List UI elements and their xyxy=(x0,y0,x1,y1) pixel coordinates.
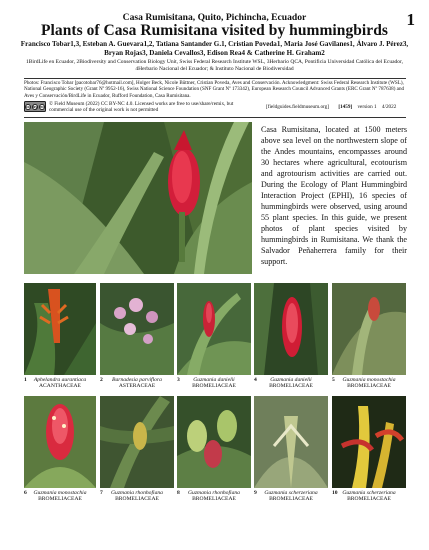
family-name: BROMELIACEAE xyxy=(347,496,391,503)
plate-photo-10 xyxy=(332,396,406,488)
plate-photo-3 xyxy=(177,283,251,375)
family-name: BROMELIACEAE xyxy=(38,496,82,503)
divider-license xyxy=(24,117,406,118)
license-text: © Field Museum (2022) CC BY-NC 4.0. Licensed works are free to use/share/remix, but commercial use of the original work is not permitted xyxy=(49,101,234,114)
guide-site[interactable]: [fieldguides.fieldmuseum.org] xyxy=(266,104,330,110)
plate-image-1 xyxy=(24,283,96,375)
plate-image-2 xyxy=(100,283,174,375)
species-name: Guzmania scherzeriana xyxy=(342,490,396,496)
plate-photo-8 xyxy=(177,396,251,488)
species-name: Guzmania scherzeriana xyxy=(264,490,318,496)
attribution-icon: by xyxy=(33,104,38,109)
plate-caption-3: 3 Guzmania danielii BROMELIACEAE xyxy=(177,377,251,390)
species-name: Guzmania danielii xyxy=(193,377,235,383)
plate-image-7 xyxy=(100,396,174,488)
plate-image-6 xyxy=(24,396,96,488)
plate-image-4 xyxy=(254,283,328,375)
guide-id: [1459] xyxy=(338,104,353,110)
cc-icon: cc xyxy=(26,104,30,109)
guide-meta xyxy=(266,104,406,110)
plate-caption-9: 9 Guzmania scherzeriana BROMELIACEAE xyxy=(254,490,328,503)
species-name: Guzmania danielii xyxy=(270,377,312,383)
plate-image-10 xyxy=(332,396,406,488)
plate-caption-8: 8 Guzmania rhonhofiana BROMELIACEAE xyxy=(177,490,251,503)
plate-photo-9 xyxy=(254,396,328,488)
author-list: Francisco Tobar1,3, Esteban A. Guevara1,2, Tatiana Santander G.1, Cristian Poveda1, Maria José Gavilanes1, Álvaro J. Pérez3, Bryan Rojas3, Daniela Cevallos3, Edison Rea4 & Catherine H. Graham2 xyxy=(20,40,409,58)
family-name: BROMELIACEAE xyxy=(347,383,391,390)
species-name: Aphelandra aurantiaca xyxy=(33,377,87,383)
plate-image-8 xyxy=(177,396,251,488)
main-photo-bromeliad xyxy=(24,122,252,274)
photo-credits: Photos: Francisco Tobar [pacotobar76@hotmail.com], Holger Beck, Nicole Büttner, Cristian Poveda, Aves and Conservación. Acknowledgment: Swiss Federal Research Institute (WSL), National Geographic Society (Grant Nº 9952-16), Swiss National Science Foundation (SNF Grant Nº 173342), European Research Council Advanced Grants (ERC Grant Nº 787638) and Aves y Conservación/BirdLife in Ecuador, Rufford Foundation, Casa Rumisitana. xyxy=(24,80,405,99)
guide-version: version 1 xyxy=(357,104,377,110)
plate-photo-6 xyxy=(24,396,96,488)
family-name: BROMELIACEAE xyxy=(192,383,236,390)
page-number: 1 xyxy=(406,10,415,29)
location-heading: Casa Rumisitana, Quito, Pichincha, Ecuador xyxy=(122,12,307,23)
affiliations: 1BirdLife en Ecuador, 2Biodiversity and Conservation Biology Unit, Swiss Federal Research Institute WSL, 3Herbario QCA, Pontificia Universidad Católica del Ecuador, 4Herbario Nacional del Ecuador; & Instituto Nacional de Biodiversidad xyxy=(25,59,404,73)
plate-photo-2 xyxy=(100,283,174,375)
plate-photo-1 xyxy=(24,283,96,375)
plate-image-3 xyxy=(177,283,251,375)
species-name: Barnadesia parviflora xyxy=(112,377,162,383)
cc-license-badge xyxy=(24,101,46,112)
license-row xyxy=(24,100,406,116)
species-name: Guzmania monostachia xyxy=(342,377,396,383)
intro-paragraph: Casa Rumisitana, located at 1500 meters above sea level on the northwestern slope of the Andes mountains, encompasses around 30 hectares where agricultural, ecotourism and agrotourism activities are carried out. During the Ecology of Plant Hummingbird Interaction Project (EPHI), 16 species of hummingbirds were observed, using around 55 plant species. In this guide, we present photos of plant species visited by hummingbirds in Rumisitana. We thank the Salvador Peñaherrera family for their support. xyxy=(261,125,407,266)
species-name: Guzmania monostachia xyxy=(33,490,87,496)
plate-caption-5: 5 Guzmania monostachia BROMELIACEAE xyxy=(332,377,406,390)
plate-caption-6: 6 Guzmania monostachia BROMELIACEAE xyxy=(24,490,96,503)
plate-photo-7 xyxy=(100,396,174,488)
family-name: BROMELIACEAE xyxy=(269,383,313,390)
species-name: Guzmania rhonhofiana xyxy=(111,490,163,496)
noncommercial-icon: nc xyxy=(40,104,45,109)
plate-caption-7: 7 Guzmania rhonhofiana BROMELIACEAE xyxy=(100,490,174,503)
page-title: Plants of Casa Rumisitana visited by hummingbirds xyxy=(41,22,388,39)
family-name: ASTERACEAE xyxy=(118,383,156,390)
plate-caption-10: 10 Guzmania scherzeriana BROMELIACEAE xyxy=(332,490,406,503)
divider-top xyxy=(24,78,406,79)
plate-photo-5 xyxy=(332,283,406,375)
plate-caption-2: 2 Barnadesia parviflora ASTERACEAE xyxy=(100,377,174,390)
family-name: BROMELIACEAE xyxy=(192,496,236,503)
plate-caption-4: 4 Guzmania danielii BROMELIACEAE xyxy=(254,377,328,390)
plate-image-5 xyxy=(332,283,406,375)
main-photo-image xyxy=(24,122,252,274)
species-name: Guzmania rhonhofiana xyxy=(188,490,240,496)
family-name: BROMELIACEAE xyxy=(115,496,159,503)
family-name: ACANTHACEAE xyxy=(39,383,81,390)
plate-photo-4 xyxy=(254,283,328,375)
guide-date: 4/2022 xyxy=(381,104,397,110)
plate-image-9 xyxy=(254,396,328,488)
plate-caption-1: 1 Aphelandra aurantiaca ACANTHACEAE xyxy=(24,377,96,390)
family-name: BROMELIACEAE xyxy=(269,496,313,503)
page-header xyxy=(0,12,429,73)
